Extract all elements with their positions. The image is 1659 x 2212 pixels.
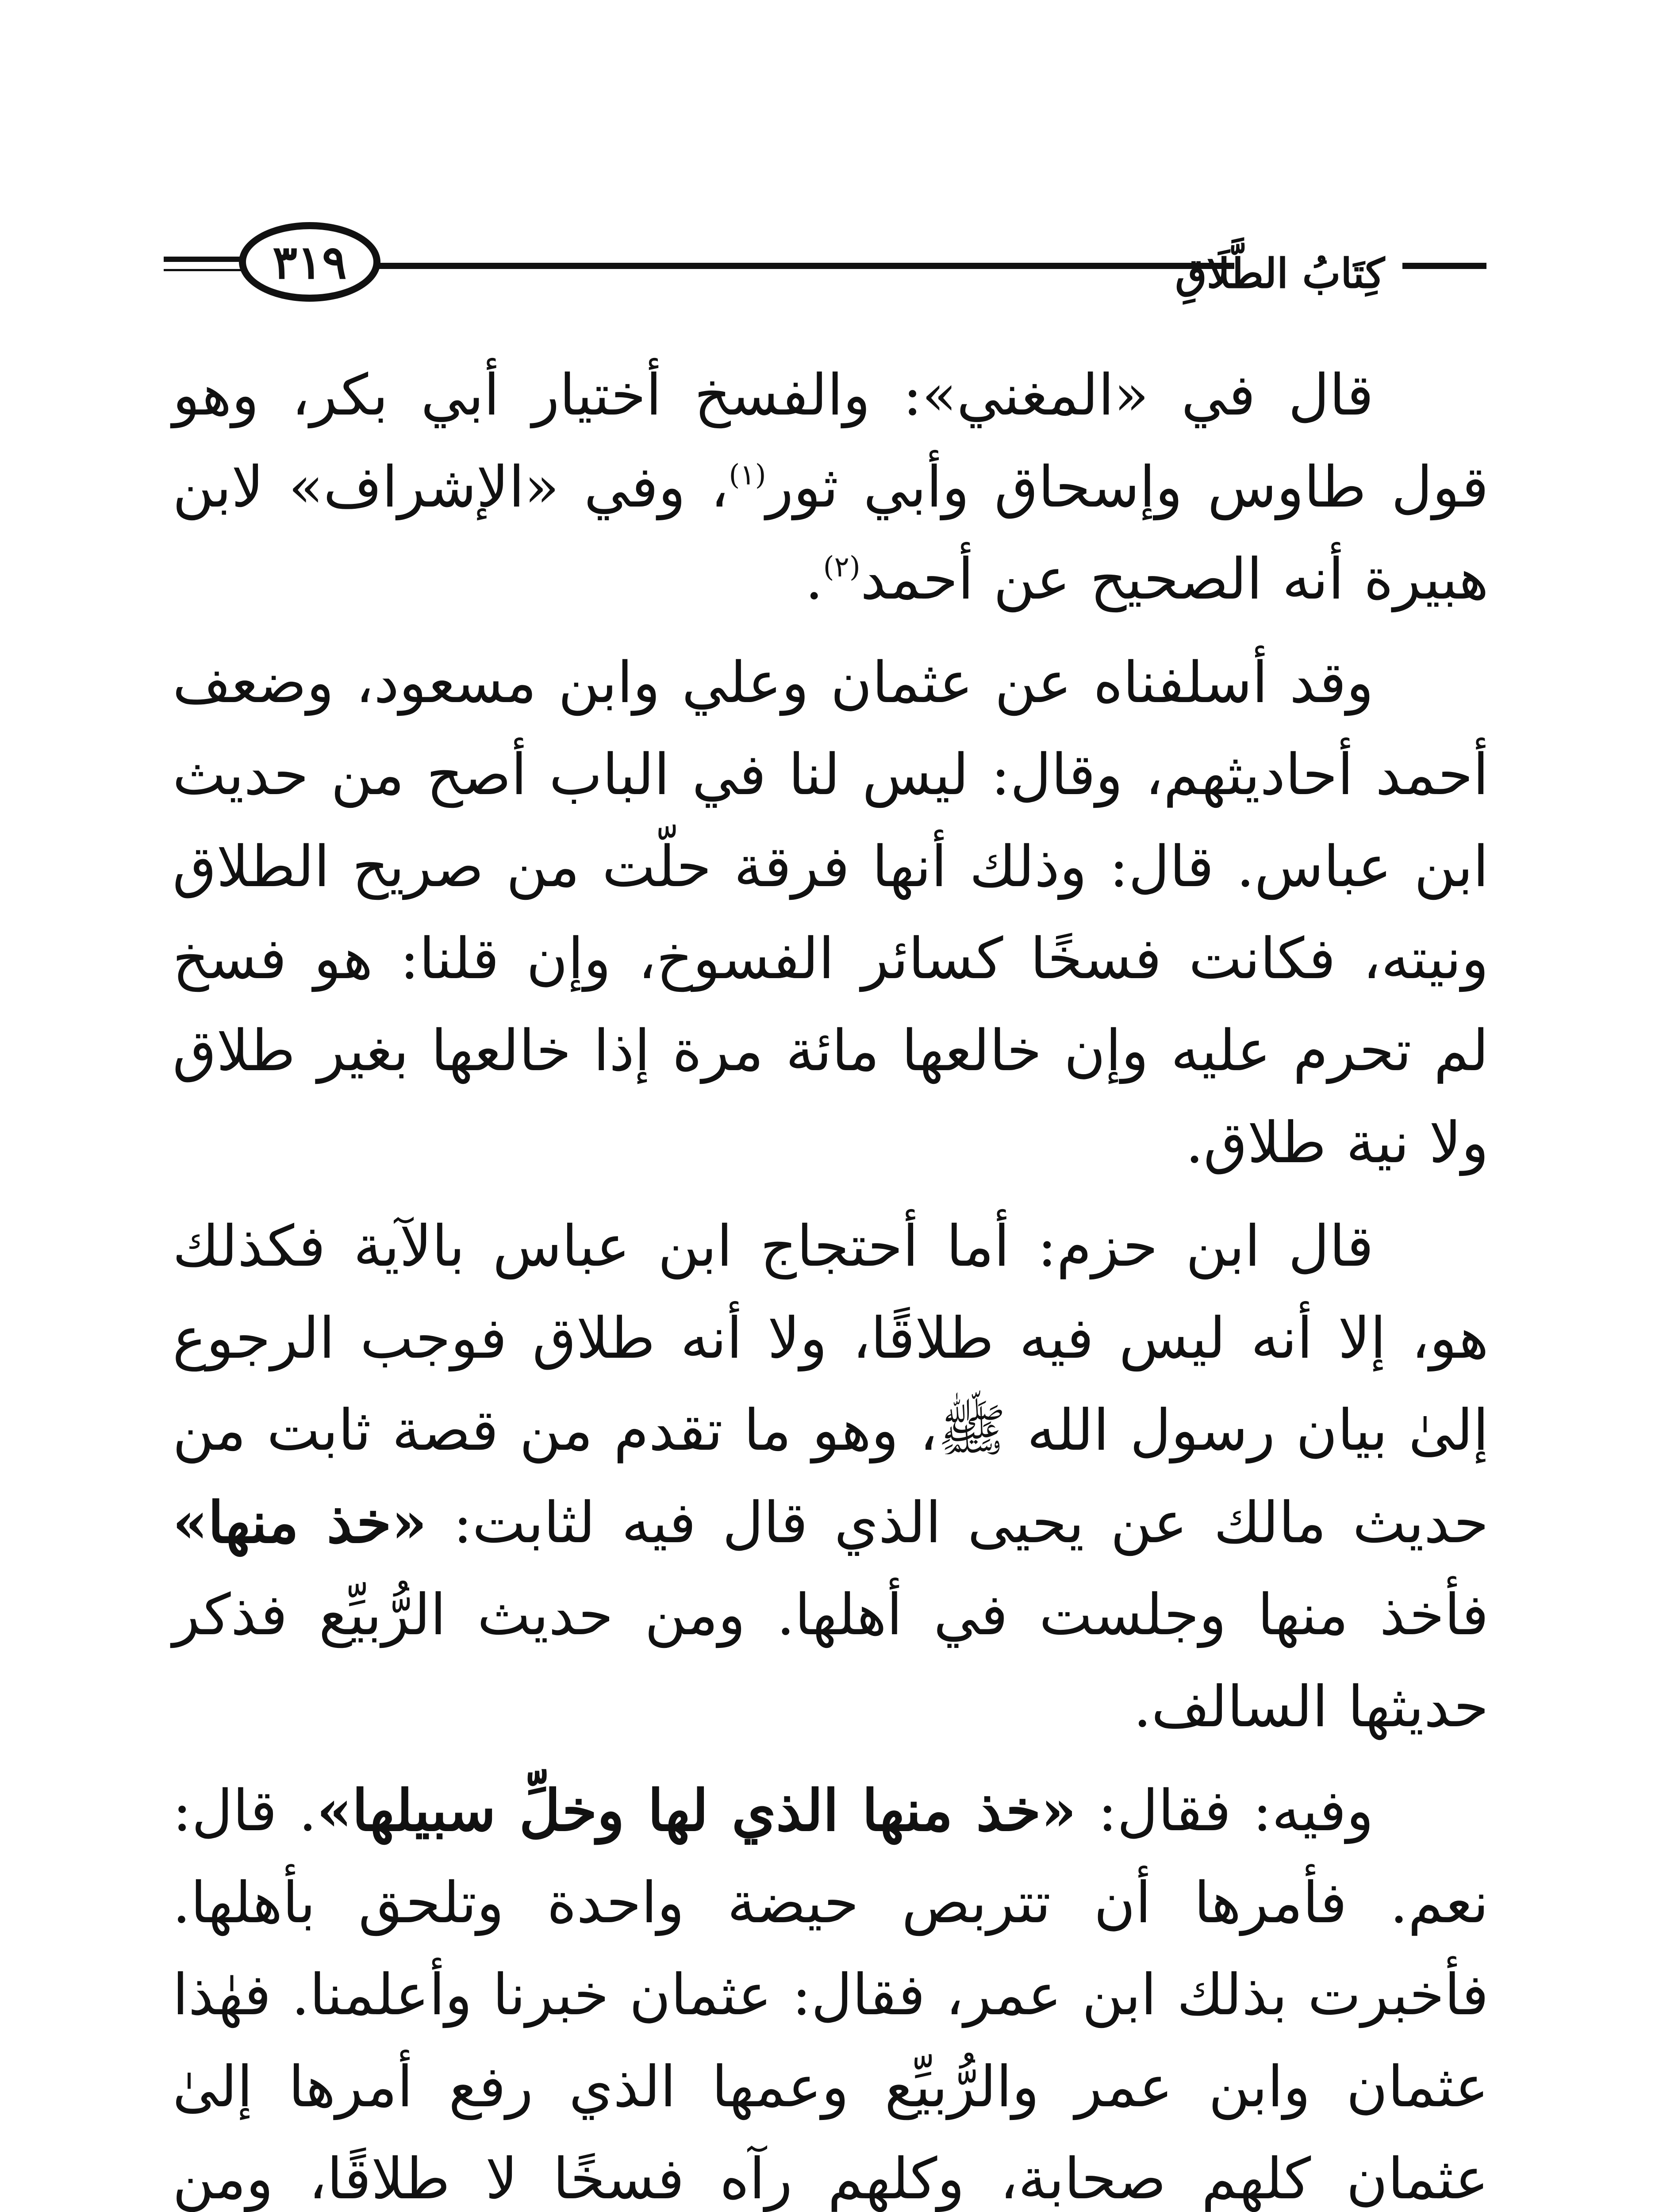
page-number-badge — [239, 222, 380, 302]
paragraph-1-text-b: ، وفي «الإشراف» لابن هبيرة أنه الصحيح عن أحمد — [173, 454, 1489, 612]
paragraph-1-text-c: . — [805, 546, 823, 612]
paragraph-4-text-b: . قال: نعم. فأمرها أن تتربص حيضة واحدة وتلحق بأهلها. فأخبرت بذلك ابن عمر، فقال: عثمان خبرنا وأعلمنا. فهٰذا عثمان وابن عمر والرُّبيِّع وعمها الذي رفع أمرها إلىٰ عثمان كلهم صحابة، وكلهم رآه فسخًا لا طلاقًا، ومن — [173, 1778, 1489, 2212]
main-text — [173, 349, 1489, 2212]
running-header — [164, 212, 1486, 314]
page-number: ٣١٩ — [273, 234, 347, 289]
header-rule-middle — [372, 263, 1234, 269]
header-rule-left — [164, 257, 243, 262]
paragraph-4-text-a: وفيه: فقال: — [1076, 1778, 1374, 1844]
paragraph-3-text-b: فأخذ منها وجلست في أهلها. ومن حديث الرُّبيِّع فذكر حديثها السالف. — [173, 1582, 1489, 1740]
hadith-quote-1: «خذ منها» — [173, 1490, 427, 1556]
paragraph-4 — [173, 1765, 1489, 2212]
header-rule-right — [1402, 263, 1486, 269]
paragraph-1-text-a: قال في «المغني»: والفسخ أختيار أبي بكر، وهو قول طاوس وإسحاق وأبي ثور — [173, 362, 1489, 520]
footnote-ref-2: (٢) — [823, 551, 860, 584]
footnote-ref-1: (١) — [729, 459, 766, 492]
paragraph-3 — [173, 1201, 1489, 1753]
hadith-quote-2: «خذ منها الذي لها وخلِّ سبيلها» — [316, 1778, 1076, 1844]
chapter-title: كِتَابُ الطَّلَاقِ — [1175, 250, 1385, 297]
paragraph-3-text-a: قال ابن حزم: أما أحتجاج ابن عباس بالآية فكذلك هو، إلا أنه ليس فيه طلاقًا، ولا أنه طلاق فوجب الرجوع إلىٰ بيان رسول الله ﷺ، وهو ما تقدم من قصة ثابت من حديث مالك عن يحيى الذي قال فيه لثابت: — [173, 1214, 1489, 1556]
paragraph-2: وقد أسلفناه عن عثمان وعلي وابن مسعود، وضعف أحمد أحاديثهم، وقال: ليس لنا في الباب أصح من حديث ابن عباس. قال: وذلك أنها فرقة حلّت من صريح الطلاق ونيته، فكانت فسخًا كسائر الفسوخ، وإن قلنا: هو فسخ لم تحرم عليه وإن خالعها مائة مرة إذا خالعها بغير طلاق ولا نية طلاق. — [173, 650, 1489, 1176]
header-rule-left-thin — [164, 269, 243, 271]
paragraph-1 — [173, 349, 1489, 626]
